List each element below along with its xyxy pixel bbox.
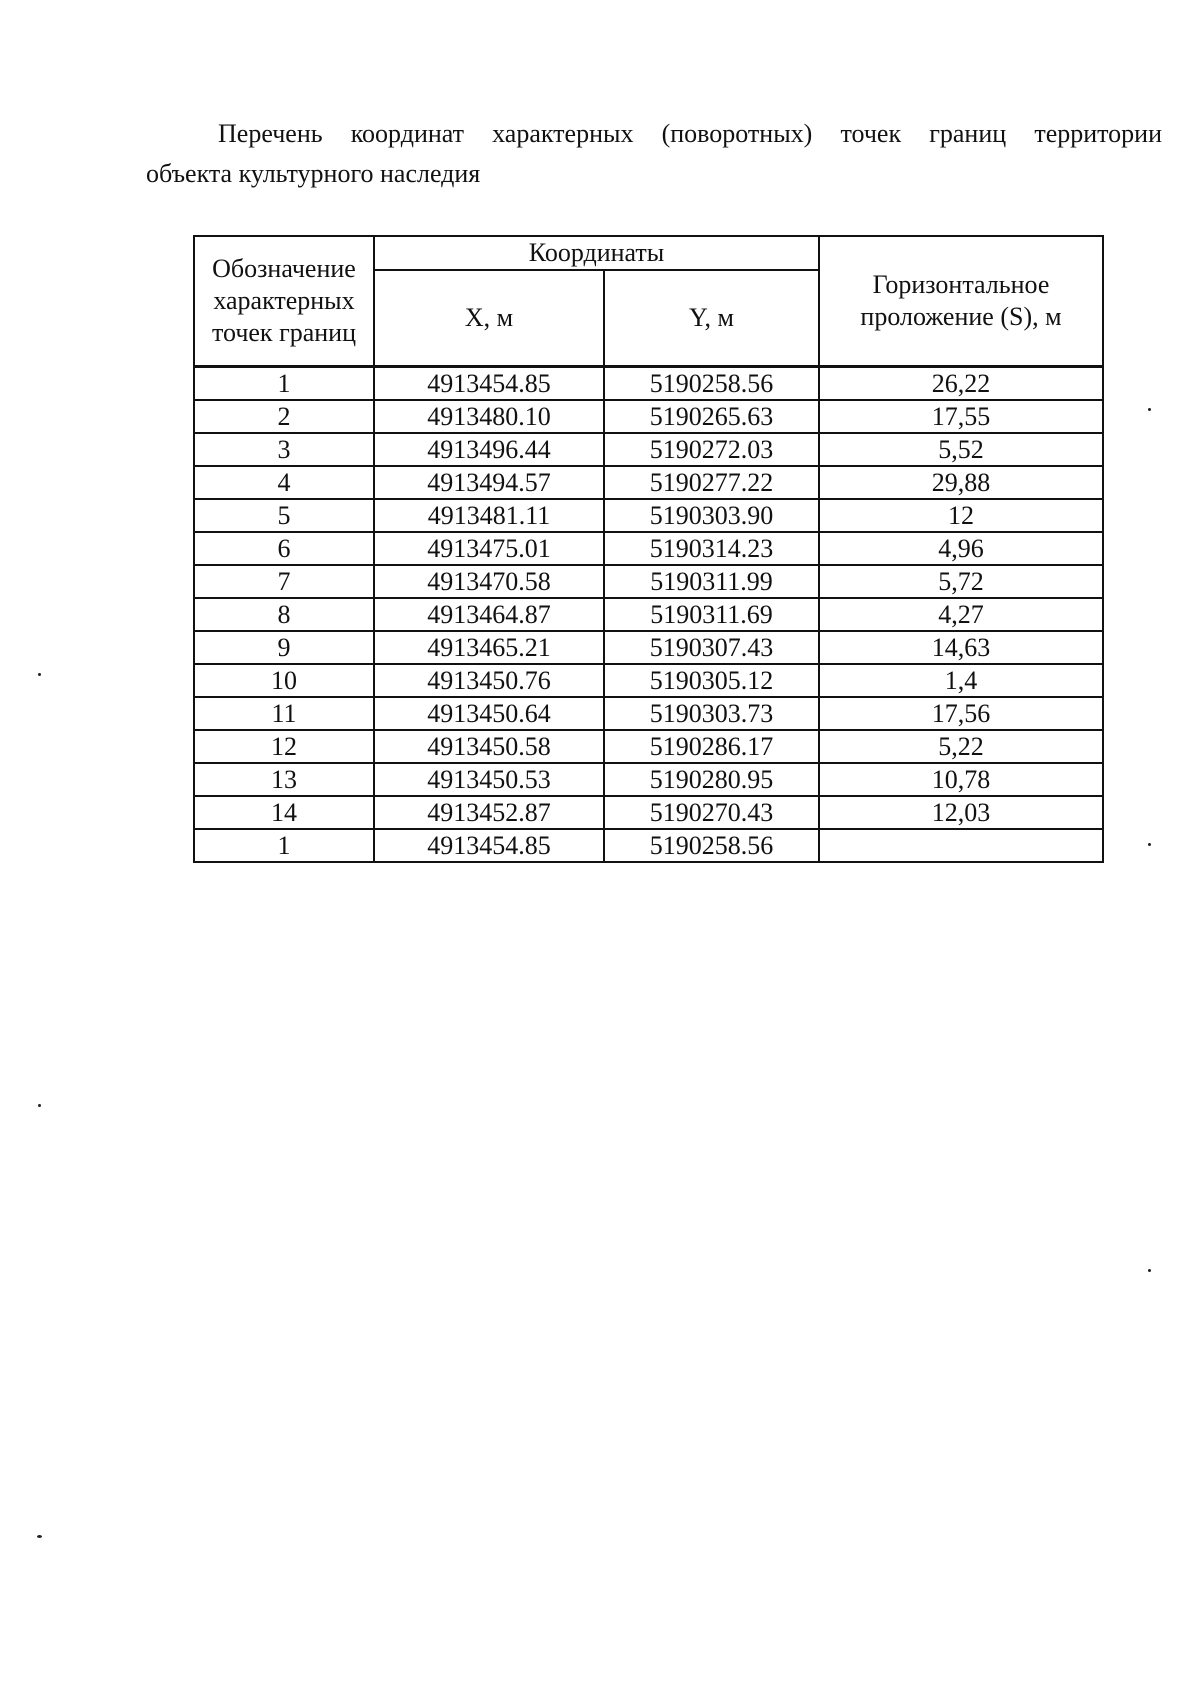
cell-point: 10 [194,664,374,697]
cell-x: 4913454.85 [374,367,604,401]
table-row [194,367,1103,401]
scan-dot [1148,1269,1151,1272]
cell-point: 8 [194,598,374,631]
cell-y: 5190314.23 [604,532,819,565]
scan-dot [37,1535,42,1538]
document-heading [146,114,1162,194]
cell-y: 5190258.56 [604,367,819,401]
cell-distance: 5,52 [819,433,1103,466]
cell-x: 4913454.85 [374,829,604,862]
cell-x: 4913475.01 [374,532,604,565]
cell-point: 4 [194,466,374,499]
header-coordinates: Координаты [374,236,819,270]
cell-distance: 4,27 [819,598,1103,631]
cell-x: 4913464.87 [374,598,604,631]
cell-x: 4913494.57 [374,466,604,499]
header-horizontal-distance: Горизонтальное проложение (S), м [819,236,1103,367]
table-row [194,697,1103,730]
scan-dot [38,673,41,676]
header-point-designation: Обозначение характерных точек границ [194,236,374,367]
cell-distance: 12 [819,499,1103,532]
table-row [194,796,1103,829]
heading-line-2: объекта культурного наследия [146,159,481,188]
table-row [194,631,1103,664]
cell-distance: 29,88 [819,466,1103,499]
cell-y: 5190265.63 [604,400,819,433]
cell-y: 5190258.56 [604,829,819,862]
cell-point: 1 [194,367,374,401]
cell-distance: 12,03 [819,796,1103,829]
cell-y: 5190270.43 [604,796,819,829]
scan-dot [1148,843,1151,846]
cell-x: 4913481.11 [374,499,604,532]
cell-point: 13 [194,763,374,796]
cell-point: 14 [194,796,374,829]
cell-x: 4913450.58 [374,730,604,763]
table-row [194,565,1103,598]
cell-distance: 17,55 [819,400,1103,433]
table-row [194,598,1103,631]
table-row [194,400,1103,433]
cell-x: 4913450.53 [374,763,604,796]
cell-distance: 4,96 [819,532,1103,565]
cell-point: 5 [194,499,374,532]
cell-point: 6 [194,532,374,565]
cell-y: 5190307.43 [604,631,819,664]
table-body [194,367,1103,863]
cell-y: 5190277.22 [604,466,819,499]
scan-dot [1148,408,1151,411]
cell-point: 12 [194,730,374,763]
table-row [194,763,1103,796]
header-y: Y, м [604,270,819,367]
cell-y: 5190305.12 [604,664,819,697]
cell-x: 4913465.21 [374,631,604,664]
heading-line-1: Перечень координат характерных (поворотных) точек границ территории [218,119,1162,148]
cell-distance: 10,78 [819,763,1103,796]
header-x: X, м [374,270,604,367]
cell-distance: 17,56 [819,697,1103,730]
cell-point: 1 [194,829,374,862]
coordinates-table [193,235,1104,863]
cell-point: 9 [194,631,374,664]
cell-distance: 5,22 [819,730,1103,763]
cell-y: 5190303.73 [604,697,819,730]
cell-distance: 5,72 [819,565,1103,598]
table-row [194,466,1103,499]
cell-point: 3 [194,433,374,466]
cell-y: 5190280.95 [604,763,819,796]
cell-distance: 26,22 [819,367,1103,401]
cell-y: 5190286.17 [604,730,819,763]
cell-distance [819,829,1103,862]
cell-x: 4913480.10 [374,400,604,433]
cell-distance: 1,4 [819,664,1103,697]
scan-dot [38,1104,41,1107]
cell-distance: 14,63 [819,631,1103,664]
table-row [194,499,1103,532]
table-row [194,532,1103,565]
cell-y: 5190272.03 [604,433,819,466]
cell-point: 11 [194,697,374,730]
table-row [194,433,1103,466]
table-header [194,236,1103,367]
cell-point: 2 [194,400,374,433]
table-row [194,730,1103,763]
table-row [194,829,1103,862]
table-row [194,664,1103,697]
cell-x: 4913450.64 [374,697,604,730]
cell-y: 5190311.99 [604,565,819,598]
cell-x: 4913452.87 [374,796,604,829]
cell-y: 5190311.69 [604,598,819,631]
cell-y: 5190303.90 [604,499,819,532]
cell-x: 4913496.44 [374,433,604,466]
cell-point: 7 [194,565,374,598]
cell-x: 4913470.58 [374,565,604,598]
cell-x: 4913450.76 [374,664,604,697]
